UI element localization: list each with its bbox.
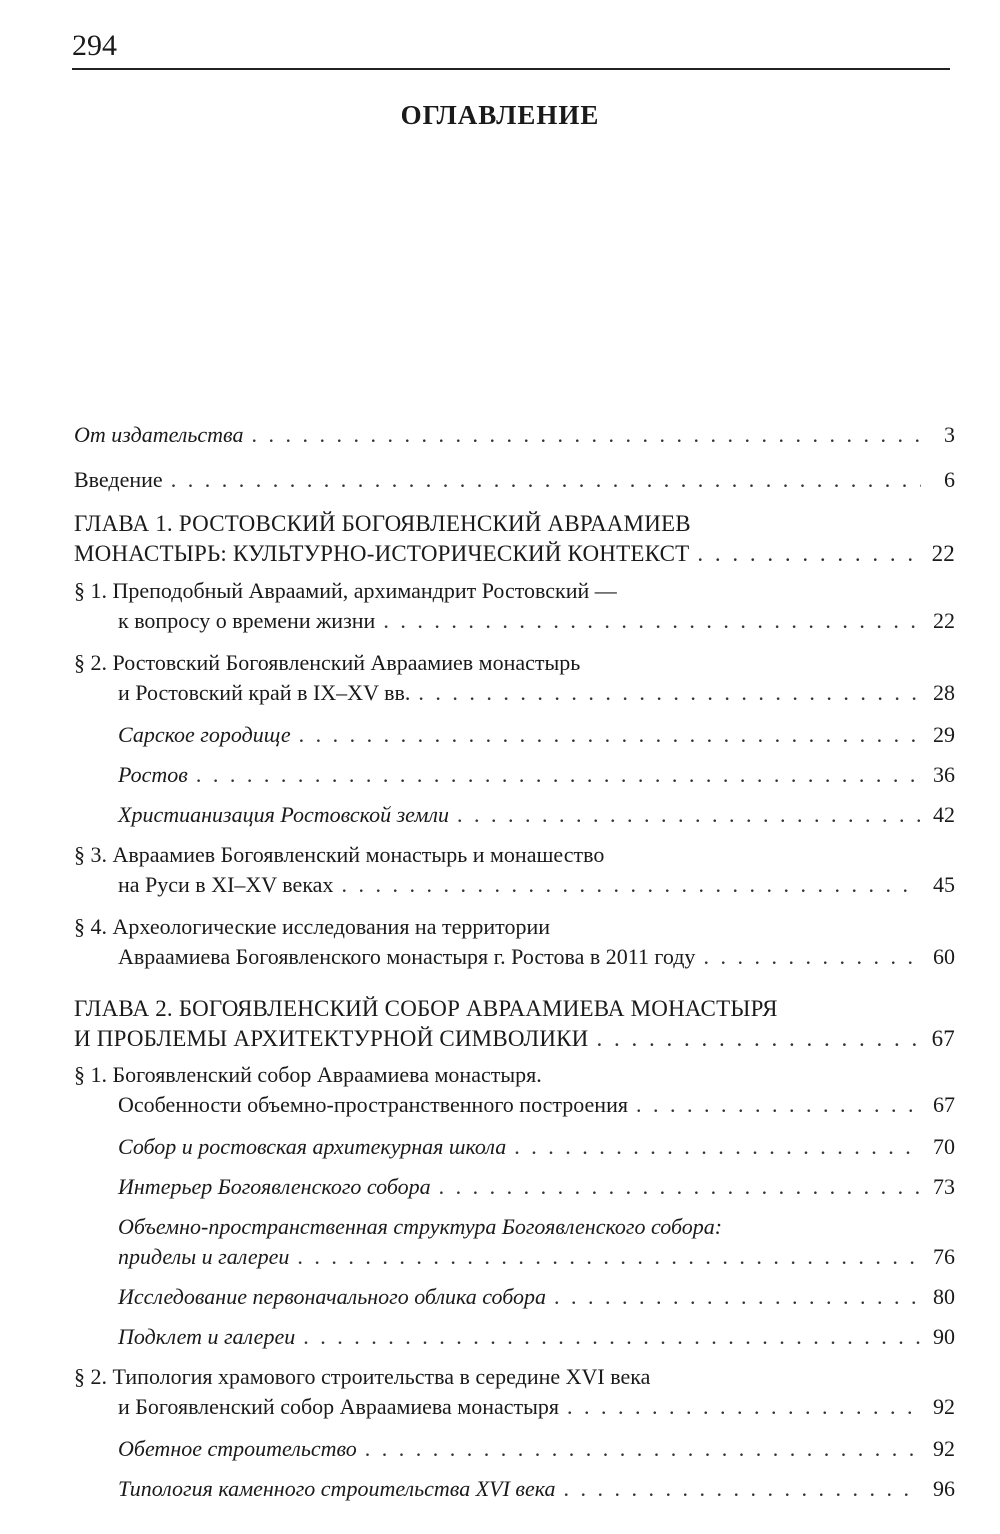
leader-dots bbox=[636, 1090, 921, 1120]
toc-subsection[interactable] bbox=[74, 1322, 955, 1352]
toc-entry-text: Сарское городище bbox=[118, 722, 291, 747]
toc-page: 70 bbox=[933, 1134, 955, 1159]
leader-dots bbox=[457, 800, 921, 830]
toc-page: 92 bbox=[933, 1394, 955, 1419]
toc-section-1-3[interactable] bbox=[74, 840, 955, 900]
toc-page: 36 bbox=[933, 762, 955, 787]
leader-dots bbox=[341, 870, 921, 900]
toc-page: 60 bbox=[933, 944, 955, 969]
toc-subsection[interactable] bbox=[74, 1474, 955, 1504]
toc-entry-text: Подклет и галереи bbox=[118, 1324, 296, 1349]
leader-dots bbox=[697, 539, 921, 569]
toc-subsection[interactable] bbox=[74, 1212, 955, 1272]
toc-entry-text: Типология каменного строительства XVI века bbox=[118, 1476, 556, 1501]
leader-dots bbox=[171, 465, 921, 495]
toc-entry-text: § 2. Ростовский Богоявленский Авраамиев монастырь bbox=[74, 650, 581, 675]
toc-subsection[interactable] bbox=[74, 800, 955, 830]
toc-entry-text: § 1. Богоявленский собор Авраамиева монастыря. bbox=[74, 1062, 542, 1087]
toc-subsection[interactable] bbox=[74, 1172, 955, 1202]
toc-entry-text: Обетное строительство bbox=[118, 1436, 357, 1461]
toc-entry-text: Христианизация Ростовской земли bbox=[118, 802, 450, 827]
leader-dots bbox=[299, 720, 921, 750]
page-number: 294 bbox=[72, 29, 117, 62]
toc-section-2-1[interactable] bbox=[74, 1060, 955, 1120]
toc-section-1-1[interactable] bbox=[74, 576, 955, 636]
toc-entry-text: § 2. Типология храмового строительства в середине XVI века bbox=[74, 1364, 651, 1389]
header-rule bbox=[72, 68, 950, 70]
page-title: ОГЛАВЛЕНИЕ bbox=[400, 100, 600, 130]
toc-page: 45 bbox=[933, 872, 955, 897]
leader-dots bbox=[514, 1132, 921, 1162]
toc-chapter-1[interactable] bbox=[74, 509, 955, 569]
toc-entry-text: И ПРОБЛЕМЫ АРХИТЕКТУРНОЙ СИМВОЛИКИ bbox=[74, 1026, 589, 1051]
toc-entry-text: Объемно-пространственная структура Богоявленского собора: bbox=[118, 1214, 723, 1239]
toc-entry-text: Ростов bbox=[118, 762, 188, 787]
toc-section-1-2[interactable] bbox=[74, 648, 955, 708]
toc-page: 76 bbox=[933, 1244, 955, 1269]
toc-page: 3 bbox=[944, 422, 955, 447]
leader-dots bbox=[597, 1024, 922, 1054]
toc-subsection[interactable] bbox=[74, 1132, 955, 1162]
toc-page: 42 bbox=[933, 802, 955, 827]
leader-dots bbox=[418, 678, 921, 708]
leader-dots bbox=[567, 1392, 921, 1422]
toc-section-2-2[interactable] bbox=[74, 1362, 955, 1422]
toc-subsection[interactable] bbox=[74, 1282, 955, 1312]
toc-subsection[interactable] bbox=[74, 720, 955, 750]
leader-dots bbox=[196, 760, 921, 790]
leader-dots bbox=[297, 1242, 921, 1272]
toc-entry-text: Исследование первоначального облика собора bbox=[118, 1284, 546, 1309]
toc-entry-text: § 3. Авраамиев Богоявленский монастырь и монашество bbox=[74, 842, 605, 867]
toc-page: 29 bbox=[933, 722, 955, 747]
toc-page: 28 bbox=[933, 680, 955, 705]
leader-dots bbox=[303, 1322, 921, 1352]
toc-entry-text: Особенности объемно-пространственного построения bbox=[118, 1092, 628, 1117]
leader-dots bbox=[439, 1172, 921, 1202]
toc-section-1-4[interactable] bbox=[74, 912, 955, 972]
toc-page: 22 bbox=[933, 608, 955, 633]
toc-entry-text: Собор и ростовская архитекурная школа bbox=[118, 1134, 507, 1159]
leader-dots bbox=[554, 1282, 921, 1312]
toc-entry-text: Введение bbox=[74, 467, 163, 492]
leader-dots bbox=[383, 606, 921, 636]
toc-page: 22 bbox=[931, 541, 955, 566]
leader-dots bbox=[365, 1434, 921, 1464]
toc-page: 73 bbox=[933, 1174, 955, 1199]
toc-entry-intro[interactable] bbox=[74, 465, 955, 495]
toc-entry-text: Интерьер Богоявленского собора bbox=[118, 1174, 431, 1199]
toc-page: 92 bbox=[933, 1436, 955, 1461]
leader-dots bbox=[563, 1474, 921, 1504]
toc-page: 67 bbox=[933, 1092, 955, 1117]
toc-entry-text: § 4. Археологические исследования на территории bbox=[74, 914, 550, 939]
toc-entry-text: Авраамиева Богоявленского монастыря г. Ростова в 2011 году bbox=[118, 944, 696, 969]
toc-entry-text: приделы и галереи bbox=[118, 1244, 290, 1269]
toc-entry-text: От издательства bbox=[74, 422, 244, 447]
toc-page: 67 bbox=[931, 1026, 955, 1051]
toc-chapter-2[interactable] bbox=[74, 994, 955, 1054]
toc-entry-text: к вопросу о времени жизни bbox=[118, 608, 376, 633]
leader-dots bbox=[251, 420, 921, 450]
toc-entry-text: на Руси в XI–XV веках bbox=[118, 872, 334, 897]
toc-page: 96 bbox=[933, 1476, 955, 1501]
toc-entry-text: § 1. Преподобный Авраамий, архимандрит Ростовский — bbox=[74, 578, 617, 603]
toc-subsection[interactable] bbox=[74, 760, 955, 790]
leader-dots bbox=[703, 942, 921, 972]
toc-entry-text: МОНАСТЫРЬ: КУЛЬТУРНО-ИСТОРИЧЕСКИЙ КОНТЕКСТ bbox=[74, 541, 690, 566]
toc-subsection[interactable] bbox=[74, 1434, 955, 1464]
toc-page: 80 bbox=[933, 1284, 955, 1309]
toc-page: 6 bbox=[944, 467, 955, 492]
toc-entry-text: и Богоявленский собор Авраамиева монастыря bbox=[118, 1394, 560, 1419]
toc-entry-text: ГЛАВА 2. БОГОЯВЛЕНСКИЙ СОБОР АВРААМИЕВА МОНАСТЫРЯ bbox=[74, 996, 778, 1021]
toc-entry-text: ГЛАВА 1. РОСТОВСКИЙ БОГОЯВЛЕНСКИЙ АВРААМИЕВ bbox=[74, 511, 691, 536]
toc-entry-text: и Ростовский край в IX–XV вв. bbox=[118, 680, 411, 705]
toc-entry-publisher[interactable] bbox=[74, 420, 955, 450]
toc-page: 90 bbox=[933, 1324, 955, 1349]
